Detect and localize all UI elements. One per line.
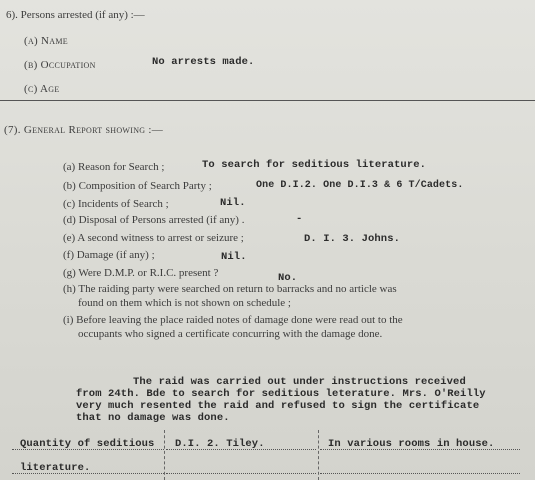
remarks-line-3: very much resented the raid and refused to sign the certificate: [76, 400, 480, 412]
dmp-ric-label: (g) Were D.M.P. or R.I.C. present ?: [63, 267, 219, 279]
schedule-dotted-line: [166, 449, 316, 450]
arrests-value: No arrests made.: [152, 56, 255, 68]
disposal-label: (d) Disposal of Persons arrested (if any) .: [63, 214, 245, 226]
disposal-value: -: [296, 213, 303, 225]
item-i-line-2: occupants who signed a certificate concurring with the damage done.: [78, 328, 383, 340]
remarks-line-2: from 24th. Bde to search for seditious leterature. Mrs. O'Reilly: [76, 388, 486, 400]
schedule-item-line-2: literature.: [20, 462, 91, 474]
schedule-dotted-line: [12, 473, 164, 474]
schedule-dotted-line: [12, 449, 164, 450]
remarks-line-4: that no damage was done.: [76, 412, 230, 424]
item-h-line-2: found on them which is not shown on schedule ;: [78, 297, 291, 309]
schedule-officer: D.I. 2. Tiley.: [175, 438, 265, 450]
remarks-line-1: The raid was carried out under instructions received: [133, 376, 466, 388]
schedule-item-line-1: Quantity of seditious: [20, 438, 155, 450]
schedule-dotted-line: [320, 473, 520, 474]
section-6-heading: 6). Persons arrested (if any) :—: [6, 9, 145, 21]
section-divider: [0, 100, 535, 101]
reason-label: (a) Reason for Search ;: [63, 161, 165, 173]
age-label: (c) Age: [24, 83, 60, 95]
occupation-label: (b) Occupation: [24, 59, 96, 71]
composition-value: One D.I.2. One D.I.3 & 6 T/Cadets.: [256, 180, 464, 191]
witness-value: D. I. 3. Johns.: [304, 233, 401, 245]
incidents-value: Nil.: [220, 197, 246, 209]
witness-label: (e) A second witness to arrest or seizure ;: [63, 232, 244, 244]
schedule-dotted-line: [166, 473, 316, 474]
composition-label: (b) Composition of Search Party ;: [63, 180, 212, 192]
dmp-ric-value: No.: [278, 272, 298, 284]
schedule-location: In various rooms in house.: [328, 438, 495, 450]
incidents-label: (c) Incidents of Search ;: [63, 198, 169, 210]
item-i-line-1: (i) Before leaving the place raided notes of damage done were read out to the: [63, 314, 403, 326]
section-7-heading: (7). General Report showing :—: [4, 124, 164, 136]
name-label: (a) Name: [24, 35, 68, 47]
damage-value: Nil.: [221, 251, 247, 263]
damage-label: (f) Damage (if any) ;: [63, 249, 155, 261]
item-h-line-1: (h) The raiding party were searched on return to barracks and no article was: [63, 283, 397, 295]
schedule-dotted-line: [320, 449, 520, 450]
reason-value: To search for seditious literature.: [202, 159, 427, 171]
